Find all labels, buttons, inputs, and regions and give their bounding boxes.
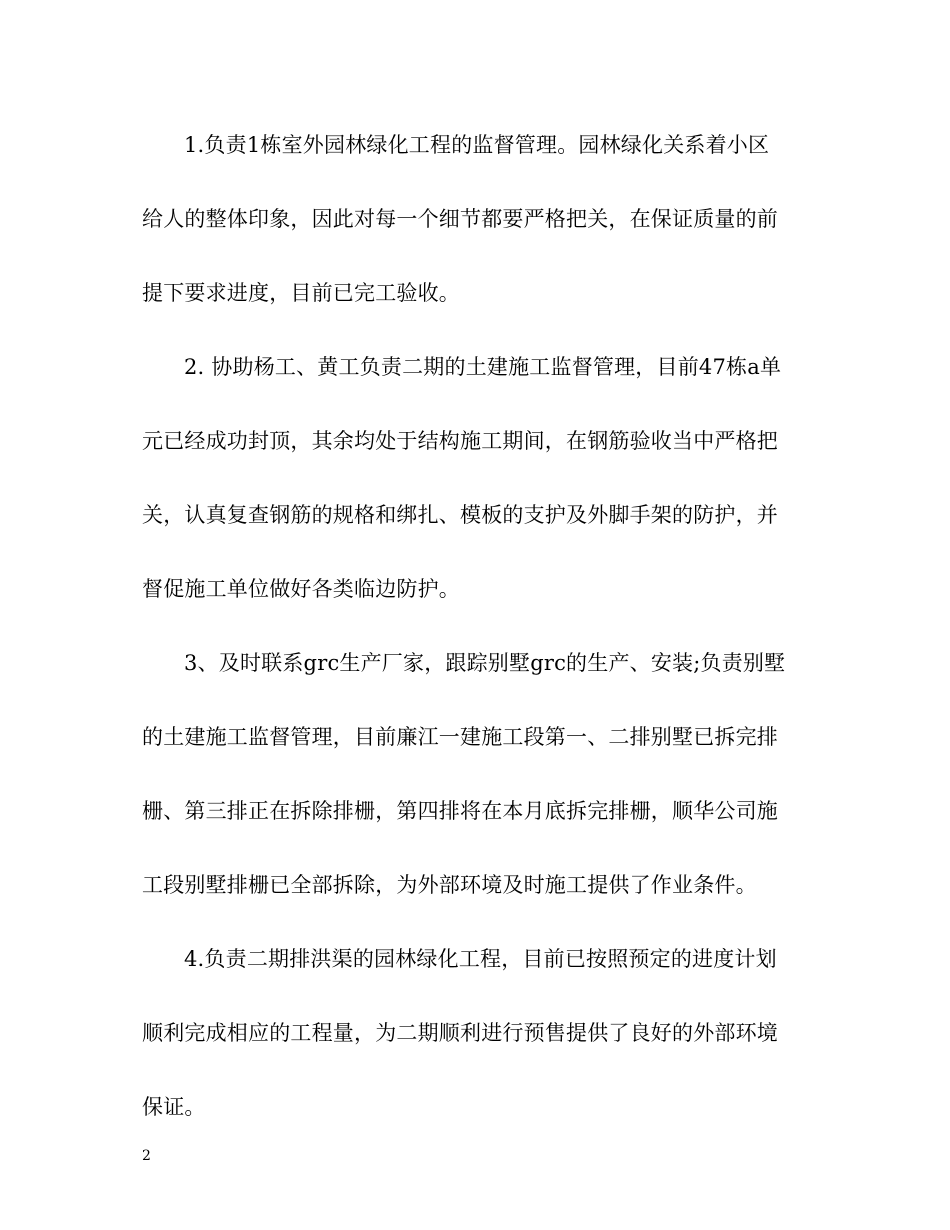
paragraph-2-line-2: 元已经成功封顶，其余均处于结构施工期间，在钢筋验收当中严格把 [142,429,778,453]
paragraph-3-line-4: 工段别墅排栅已全部拆除，为外部环境及时施工提供了作业条件。 [142,873,757,897]
paragraph-4-line-2: 顺利完成相应的工程量，为二期顺利进行预售提供了良好的外部环境 [142,1021,778,1045]
paragraph-3-line-2: 的土建施工监督管理，目前廉江一建施工段第一、二排别墅已拆完排 [142,725,778,749]
paragraph-1-line-2: 给人的整体印象，因此对每一个细节都要严格把关，在保证质量的前 [142,207,778,231]
paragraph-4-line-3: 保证。 [142,1095,206,1119]
paragraph-3-line-3: 栅、第三排正在拆除排栅，第四排将在本月底拆完排栅，顺华公司施 [142,799,778,823]
paragraph-1-line-1: 1.负责1栋室外园林绿化工程的监督管理。园林绿化关系着小区 [184,133,770,157]
paragraph-3-line-1: 3、及时联系grc生产厂家，跟踪别墅grc的生产、安装;负责别墅 [184,651,786,675]
paragraph-2-line-3: 关，认真复查钢筋的规格和绑扎、模板的支护及外脚手架的防护，并 [142,503,778,527]
paragraph-1-line-3: 提下要求进度，目前已完工验收。 [142,281,460,305]
paragraph-4-line-1: 4.负责二期排洪渠的园林绿化工程，目前已按照预定的进度计划 [184,947,777,971]
page-number: 2 [142,1148,151,1164]
paragraph-2-line-1: 2. 协助杨工、黄工负责二期的土建施工监督管理，目前47栋a单 [184,355,782,379]
paragraph-2-line-4: 督促施工单位做好各类临边防护。 [142,577,460,601]
